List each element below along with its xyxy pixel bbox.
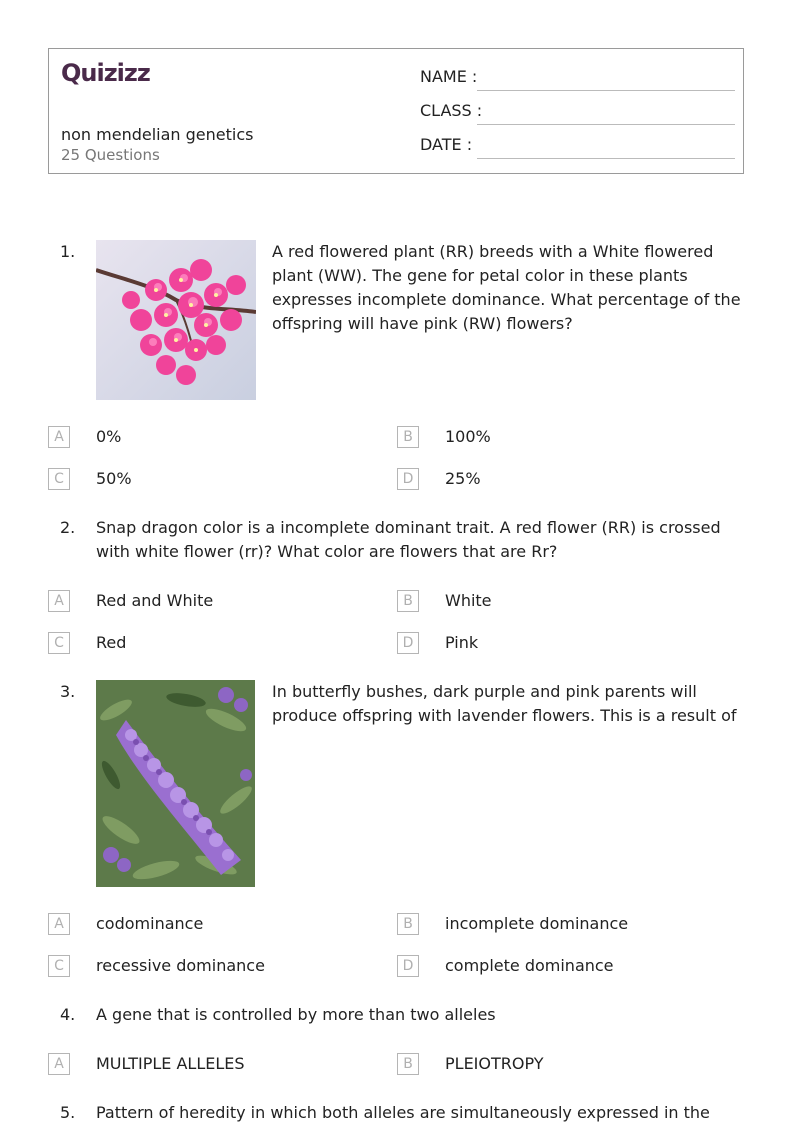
worksheet-header: [48, 48, 744, 174]
option-letter-box[interactable]: D: [397, 632, 419, 654]
option-letter-box[interactable]: C: [48, 632, 70, 654]
option-text: codominance: [96, 914, 204, 933]
option-letter-box[interactable]: D: [397, 468, 419, 490]
question-number: 4.: [60, 1005, 76, 1024]
option-letter-box[interactable]: A: [48, 1053, 70, 1075]
option-text: Pink: [445, 633, 479, 652]
option-text: MULTIPLE ALLELES: [96, 1054, 245, 1073]
option-text: 100%: [445, 427, 491, 446]
option-letter-box[interactable]: C: [48, 955, 70, 977]
option-text: White: [445, 591, 492, 610]
cherry-blossom-image: [96, 240, 256, 400]
option-text: complete dominance: [445, 956, 614, 975]
question-text: A gene that is controlled by more than two alleles: [96, 1005, 496, 1024]
date-field[interactable]: [420, 135, 735, 159]
option-letter-box[interactable]: B: [397, 426, 419, 448]
class-field[interactable]: [420, 101, 735, 125]
name-line[interactable]: [477, 90, 735, 91]
worksheet-title: non mendelian genetics: [61, 125, 254, 144]
option-letter-box[interactable]: C: [48, 468, 70, 490]
option-text: incomplete dominance: [445, 914, 629, 933]
option-letter-box[interactable]: B: [397, 590, 419, 612]
option-letter-box[interactable]: B: [397, 1053, 419, 1075]
option-text: PLEIOTROPY: [445, 1054, 544, 1073]
class-line[interactable]: [477, 124, 735, 125]
option-text: recessive dominance: [96, 956, 265, 975]
question-count: 25 Questions: [61, 146, 160, 164]
option-letter-box[interactable]: A: [48, 590, 70, 612]
date-label: DATE :: [420, 135, 473, 154]
option-text: Red and White: [96, 591, 214, 610]
question-number: 2.: [60, 518, 76, 537]
question-text: In butterfly bushes, dark purple and pink parents will produce offspring with lavender flowers. This is a result of: [272, 682, 737, 725]
option-letter-box[interactable]: A: [48, 913, 70, 935]
option-letter-box[interactable]: A: [48, 426, 70, 448]
question-text: Pattern of heredity in which both alleles are simultaneously expressed in the: [96, 1103, 710, 1122]
question-number: 3.: [60, 682, 76, 701]
name-label: NAME :: [420, 67, 478, 86]
option-text: 25%: [445, 469, 481, 488]
option-text: Red: [96, 633, 127, 652]
butterfly-bush-image: [96, 680, 255, 887]
question-number: 1.: [60, 242, 76, 261]
option-text: 0%: [96, 427, 122, 446]
name-field[interactable]: [420, 67, 735, 91]
date-line[interactable]: [477, 158, 735, 159]
option-text: 50%: [96, 469, 132, 488]
question-number: 5.: [60, 1103, 76, 1122]
question-text: A red flowered plant (RR) breeds with a White flowered plant (WW). The gene for petal color in these plants expresses incomplete dominance. What percentage of the offspring will have pink (RW) flowers?: [272, 242, 741, 333]
question-text: Snap dragon color is a incomplete dominant trait. A red flower (RR) is crossed with white flower (rr)? What color are flowers that are Rr?: [96, 518, 721, 561]
option-letter-box[interactable]: D: [397, 955, 419, 977]
quizizz-logo: Quizizz: [61, 59, 150, 87]
option-letter-box[interactable]: B: [397, 913, 419, 935]
class-label: CLASS :: [420, 101, 483, 120]
